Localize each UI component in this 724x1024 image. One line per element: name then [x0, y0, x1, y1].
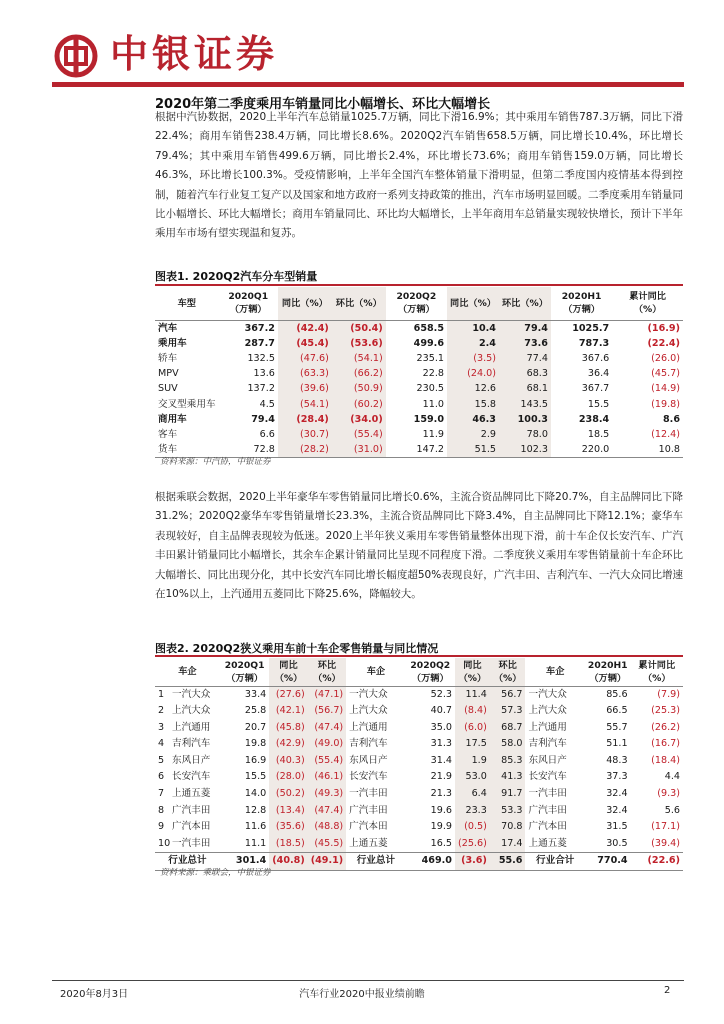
table-2-value-cell: 30.5	[606, 837, 628, 849]
table-1-value-cell: 658.5	[413, 322, 445, 334]
rank-number: 7	[158, 788, 165, 800]
table-2-value-cell: 16.5	[430, 837, 452, 849]
company-q1-cell	[155, 703, 220, 720]
company-q1-cell	[155, 836, 220, 853]
table-1-value-cell: (12.4)	[651, 428, 680, 440]
company-q1-cell	[155, 803, 220, 820]
total-label-cell: 行业总计	[155, 853, 220, 871]
table-2-value-cell: 70.8	[490, 819, 526, 836]
table-2-value-cell: (49.0)	[308, 736, 346, 753]
vehicle-type-cell: MPV	[158, 368, 179, 380]
table-2-value-cell: (28.0)	[269, 769, 307, 786]
company-name-cell: 上汽通用	[528, 721, 567, 733]
table-2-header: 车企	[346, 658, 405, 686]
table-2-value-cell: 11.6	[244, 821, 267, 833]
table-1-value-cell: (66.2)	[332, 366, 386, 381]
table-2-value-cell: 11.4	[455, 686, 490, 703]
table-2-header: 2020Q2 （万辆）	[406, 658, 455, 686]
table-2-value-cell: 17.5	[455, 736, 490, 753]
table-2-value-cell: 85.3	[490, 753, 526, 770]
table-2-value-cell: 37.3	[606, 771, 628, 783]
company-name-cell: 上汽大众	[528, 705, 567, 717]
table-2-header: 同比 （%）	[455, 658, 490, 686]
table-2-value-cell: (47.4)	[308, 803, 346, 820]
table-1-value-cell: 13.6	[253, 368, 275, 380]
rank-number: 10	[158, 837, 171, 849]
table-1-value-cell: 102.3	[499, 442, 551, 458]
table-1-value-cell: 15.5	[587, 398, 610, 410]
table-2-value-cell: (35.6)	[269, 819, 307, 836]
rank-number: 3	[158, 721, 165, 733]
table-1-value-cell: 143.5	[499, 397, 551, 412]
company-name-cell: 上汽通用	[349, 721, 388, 733]
table-2-value-cell: 58.0	[490, 736, 526, 753]
table-2-value-cell: 32.4	[606, 788, 628, 800]
bank-of-china-logo-icon	[54, 34, 98, 78]
table-2-value-cell: 19.6	[430, 804, 452, 816]
total-value-cell: (3.6)	[455, 853, 490, 871]
footer-date: 2020年8月3日	[60, 989, 129, 1000]
paragraph-1: 根据中汽协数据，2020上半年汽车总销量1025.7万辆，同比下滑16.9%；其中乘用车销售787.3万辆，同比下滑22.4%；商用车销售238.4万辆，同比增长8.6%。2020Q2汽车销售658.5万辆，同比增长10.4%，环比增长79.4%；其中乘用车销售499.6万辆，同比增长2.4%，环比增长73.6%；商用车销售159.0万辆，同比增长46.3%，环比增长100.3%。受疫情影响，上半年全国汽车整体销量下滑明显，但第二季度国内疫情基本得到控制，随着汽车行业复工复产以及国家和地方政府一系列支持政策的推出，汽车市场明显回暖。二季度乘用车销量同比小幅增长、环比大幅增长；商用车销量同比、环比均大幅增长，上半年商用车总销量实现较快增长，预计下半年乘用车市场有望实现温和复苏。	[155, 111, 683, 240]
figure-2-rule	[155, 655, 683, 657]
table-1-value-cell: (53.6)	[332, 336, 386, 351]
table-1-value-cell: 79.4	[499, 320, 551, 336]
table-2-value-cell: (55.4)	[308, 753, 346, 770]
company-name: 上通五菱	[172, 788, 211, 800]
table-2-value-cell: (45.5)	[308, 836, 346, 853]
table-1-value-cell: (24.0)	[447, 366, 499, 381]
table-2-value-cell: 25.8	[244, 705, 267, 717]
company-name-cell: 一汽大众	[528, 688, 567, 700]
table-2-value-cell: 11.1	[244, 837, 267, 849]
table-1-value-cell: (42.4)	[278, 320, 332, 336]
table-2-value-cell: (47.1)	[308, 686, 346, 703]
company-q1-cell	[155, 753, 220, 770]
total-value-cell: (49.1)	[308, 853, 346, 871]
vehicle-type-cell: 客车	[158, 428, 178, 440]
table-1-value-cell: 2.4	[447, 336, 499, 351]
table-1-value-cell: (34.0)	[332, 412, 386, 427]
table-2-value-cell: 53.3	[490, 803, 526, 820]
table-2-value-cell: (45.8)	[269, 720, 307, 737]
section-title: 2020年第二季度乘用车销量同比小幅增长、环比大幅增长	[155, 97, 491, 112]
table-2-value-cell: 68.7	[490, 720, 526, 737]
table-2-value-cell: 23.3	[455, 803, 490, 820]
table-2-value-cell: (46.1)	[308, 769, 346, 786]
company-name-cell: 广汽丰田	[528, 804, 567, 816]
table-1-value-cell: 367.2	[244, 322, 275, 334]
table-1-value-cell: 79.4	[251, 413, 275, 425]
table-2-value-cell: 15.5	[244, 771, 267, 783]
company-name-cell: 长安汽车	[349, 771, 388, 783]
company-name: 一汽大众	[172, 688, 211, 700]
company-name: 上汽通用	[172, 721, 211, 733]
table-2-header: 累计同比 （%）	[631, 658, 683, 686]
table-1-value-cell: 15.8	[447, 397, 499, 412]
table-2-value-cell: 85.6	[606, 688, 628, 700]
table-2-value-cell: 91.7	[490, 786, 526, 803]
brand-name: 中银证券	[110, 31, 279, 76]
rank-number: 9	[158, 821, 165, 833]
company-name: 长安汽车	[172, 771, 211, 783]
table-2-header: 环比 （%）	[308, 658, 346, 686]
table-1-value-cell: 137.2	[247, 383, 275, 395]
table-1-value-cell: (54.1)	[332, 351, 386, 366]
table-1-value-cell: 77.4	[499, 351, 551, 366]
table-2-value-cell: (56.7)	[308, 703, 346, 720]
table-2-value-cell: (48.8)	[308, 819, 346, 836]
table-1-value-cell: 10.8	[612, 442, 683, 458]
rank-number: 5	[158, 754, 165, 766]
table-1-value-cell: 73.6	[499, 336, 551, 351]
table-1-value-cell: 11.9	[422, 428, 445, 440]
table-2-value-cell: (50.2)	[269, 786, 307, 803]
table-2-value-cell: (6.0)	[455, 720, 490, 737]
table-2-row	[155, 703, 683, 720]
figure-1-title: 图表1. 2020Q2汽车分车型销量	[155, 270, 318, 283]
company-name-cell: 一汽丰田	[349, 788, 388, 800]
rank-number: 4	[158, 738, 165, 750]
figure-1-table	[155, 287, 683, 458]
table-1-value-cell: 72.8	[219, 442, 278, 458]
table-1-header: 同比（%）	[278, 287, 332, 320]
table-1-value-cell: (3.5)	[447, 351, 499, 366]
table-1-value-cell: 68.3	[499, 366, 551, 381]
figure-1-rule	[155, 284, 683, 286]
vehicle-type-cell: 汽车	[158, 322, 178, 334]
table-1-value-cell: 8.6	[663, 413, 680, 425]
company-name-cell: 吉利汽车	[528, 738, 567, 750]
table-1-value-cell: (31.0)	[332, 442, 386, 458]
table-2-row	[155, 720, 683, 737]
table-1-value-cell: 18.5	[587, 428, 610, 440]
vehicle-type-cell: 乘用车	[158, 337, 187, 349]
table-2-header: 车企	[155, 658, 220, 686]
table-1-value-cell: 1025.7	[572, 322, 610, 334]
total-value-cell: 55.6	[490, 853, 526, 871]
table-1-header: 2020Q1 （万辆）	[219, 287, 278, 320]
table-2-value-cell: 12.8	[244, 804, 267, 816]
company-q1-cell	[155, 720, 220, 737]
table-2-value-cell: 35.0	[430, 721, 452, 733]
table-1-value-cell: 6.6	[259, 428, 275, 440]
table-2-value-cell: 21.9	[430, 771, 452, 783]
table-2-header: 环比 （%）	[490, 658, 526, 686]
company-name-cell: 上通五菱	[528, 837, 567, 849]
figure-1-source: 资料来源：中汽协，中银证券	[160, 457, 271, 467]
table-2-value-cell: 6.4	[455, 786, 490, 803]
table-1-value-cell: (28.4)	[278, 412, 332, 427]
table-2-value-cell: 55.7	[606, 721, 628, 733]
table-2-value-cell: (18.4)	[651, 754, 680, 766]
table-1-header: 车型	[155, 287, 219, 320]
table-2-row	[155, 803, 683, 820]
table-1-row	[155, 381, 683, 396]
table-1-header: 2020H1 （万辆）	[551, 287, 612, 320]
company-q1-cell	[155, 786, 220, 803]
company-name-cell: 上通五菱	[349, 837, 388, 849]
table-1-row	[155, 412, 683, 427]
table-1-value-cell: (63.3)	[278, 366, 332, 381]
table-1-value-cell: 12.6	[447, 381, 499, 396]
table-2-value-cell: 21.3	[430, 788, 452, 800]
table-1-value-cell: 132.5	[247, 352, 275, 364]
table-1-header: 累计同比 （%）	[612, 287, 683, 320]
company-name-cell: 长安汽车	[528, 771, 567, 783]
table-2-value-cell: (47.4)	[308, 720, 346, 737]
table-2-value-cell: 53.0	[455, 769, 490, 786]
table-2-value-cell: 5.6	[664, 804, 680, 816]
table-1-row	[155, 427, 683, 442]
vehicle-type-cell: 货车	[155, 442, 219, 458]
total-value-cell: 469.0	[406, 853, 455, 871]
total-value-cell: 770.4	[585, 853, 631, 871]
table-2-header: 同比 （%）	[269, 658, 307, 686]
table-2-value-cell: 31.5	[606, 821, 628, 833]
table-1-value-cell: 22.8	[422, 368, 445, 380]
company-name-cell: 广汽本田	[528, 821, 567, 833]
vehicle-type-cell: 交叉型乘用车	[158, 398, 216, 410]
company-name-cell: 广汽本田	[349, 821, 388, 833]
table-1-row	[155, 366, 683, 381]
paragraph-2: 根据乘联会数据，2020上半年豪华车零售销量同比增长0.6%，主流合资品牌同比下降20.7%，自主品牌同比下降31.2%；2020Q2豪华车零售销量增长23.3%，主流合资品牌同比下降3.4%，自主品牌同比下降12.1%；豪华车表现较好，自主品牌表现较为低迷。2020上半年狭义乘用车零售销量整体出现下滑，前十车企仅长安汽车、广汽丰田累计销量同比小幅增长，其余车企累计销量同比呈现不同程度下滑。二季度狭义乘用车零售销量前十车企环比大幅增长、同比出现分化，其中长安汽车同比增长幅度超50%表现良好，广汽丰田、吉利汽车、一汽大众同比增速在10%以上，上汽通用五菱同比下降25.6%，降幅较大。	[155, 491, 683, 601]
table-2-value-cell: (9.3)	[657, 788, 680, 800]
total-value-cell: 行业总计	[346, 853, 405, 871]
company-name: 广汽本田	[172, 821, 211, 833]
table-2-value-cell: 17.4	[490, 836, 526, 853]
table-2-value-cell: (42.1)	[269, 703, 307, 720]
table-1-header: 2020Q2 （万辆）	[386, 287, 447, 320]
table-1-value-cell: (50.4)	[332, 320, 386, 336]
rank-number: 1	[158, 688, 165, 700]
page-number: 2	[664, 985, 671, 996]
table-2-value-cell: (40.3)	[269, 753, 307, 770]
total-value-cell: (22.6)	[631, 853, 683, 871]
vehicle-type-cell: 轿车	[158, 352, 178, 364]
table-2-row	[155, 819, 683, 836]
table-2-value-cell: 57.3	[490, 703, 526, 720]
table-2-value-cell: 1.9	[455, 753, 490, 770]
header-rule	[52, 82, 684, 87]
table-1-value-cell: (39.6)	[278, 381, 332, 396]
table-1-value-cell: 11.0	[422, 398, 445, 410]
table-2-value-cell: 52.3	[430, 688, 452, 700]
footer-title: 汽车行业2020中报业绩前瞻	[299, 989, 425, 1000]
table-1-value-cell: (45.7)	[651, 368, 680, 380]
rank-number: 8	[158, 804, 165, 816]
figure-2-source: 资料来源：乘联会，中银证券	[160, 868, 271, 878]
report-header	[52, 28, 682, 84]
company-name: 东风日产	[172, 754, 211, 766]
table-2-value-cell: 41.3	[490, 769, 526, 786]
table-1-value-cell: (54.1)	[278, 397, 332, 412]
table-2-row	[155, 786, 683, 803]
table-1-row	[155, 320, 683, 336]
table-1-header: 环比（%）	[332, 287, 386, 320]
table-1-value-cell: 2.9	[447, 427, 499, 442]
vehicle-type-cell: SUV	[158, 383, 178, 395]
table-1-value-cell: (50.9)	[332, 381, 386, 396]
table-2-value-cell: (16.7)	[651, 738, 680, 750]
table-2-value-cell: 40.7	[430, 705, 452, 717]
table-2-value-cell: 33.4	[244, 688, 267, 700]
table-2-row	[155, 753, 683, 770]
table-1-value-cell: 220.0	[551, 442, 612, 458]
company-name: 吉利汽车	[172, 738, 211, 750]
company-name-cell: 广汽丰田	[349, 804, 388, 816]
table-1-value-cell: (16.9)	[647, 322, 680, 334]
table-2-value-cell: (7.9)	[657, 688, 680, 700]
table-1-value-cell: 159.0	[413, 413, 445, 425]
table-2-row	[155, 686, 683, 703]
table-2-value-cell: (13.4)	[269, 803, 307, 820]
table-2-value-cell: 56.7	[490, 686, 526, 703]
company-name-cell: 吉利汽车	[349, 738, 388, 750]
figure-2-table	[155, 658, 683, 871]
table-1-value-cell: 147.2	[386, 442, 447, 458]
company-q1-cell	[155, 819, 220, 836]
table-2-value-cell: 32.4	[606, 804, 628, 816]
table-2-value-cell: 14.0	[244, 788, 267, 800]
rank-number: 6	[158, 771, 165, 783]
table-1-value-cell: 36.4	[587, 368, 610, 380]
table-2-value-cell: 16.9	[244, 754, 267, 766]
table-1-value-cell: (19.8)	[651, 398, 680, 410]
table-2-row	[155, 736, 683, 753]
table-1-value-cell: (14.9)	[651, 383, 680, 395]
table-2-value-cell: (26.2)	[651, 721, 680, 733]
table-1-value-cell: 78.0	[499, 427, 551, 442]
table-2-value-cell: (0.5)	[455, 819, 490, 836]
company-name-cell: 上汽大众	[349, 705, 388, 717]
table-2-header: 车企	[525, 658, 584, 686]
table-2-value-cell: (42.9)	[269, 736, 307, 753]
table-1-row	[155, 336, 683, 351]
table-1-value-cell: (28.2)	[278, 442, 332, 458]
table-2-value-cell: (39.4)	[651, 837, 680, 849]
rank-number: 2	[158, 705, 165, 717]
company-name-cell: 东风日产	[349, 754, 388, 766]
table-1-value-cell: (55.4)	[332, 427, 386, 442]
company-name-cell: 东风日产	[528, 754, 567, 766]
table-1-value-cell: 4.5	[259, 398, 275, 410]
table-2-value-cell: 48.3	[606, 754, 628, 766]
table-2-value-cell: 31.4	[430, 754, 452, 766]
table-1-value-cell: (22.4)	[647, 337, 680, 349]
company-name: 广汽丰田	[172, 804, 211, 816]
table-1-row	[155, 397, 683, 412]
table-2-header: 2020Q1 （万辆）	[220, 658, 269, 686]
table-2-row	[155, 836, 683, 853]
table-2-value-cell: (49.3)	[308, 786, 346, 803]
table-2-value-cell: 66.5	[606, 705, 628, 717]
table-2-value-cell: 31.3	[430, 738, 452, 750]
table-2-row	[155, 769, 683, 786]
table-1-header: 同比（%）	[447, 287, 499, 320]
table-2-value-cell: (27.6)	[269, 686, 307, 703]
table-1-value-cell: 46.3	[447, 412, 499, 427]
table-2-value-cell: (8.4)	[455, 703, 490, 720]
table-2-value-cell: 51.1	[606, 738, 628, 750]
vehicle-type-cell: 商用车	[158, 413, 187, 425]
total-value-cell: 行业合计	[525, 853, 584, 871]
table-1-value-cell: 68.1	[499, 381, 551, 396]
table-2-value-cell: 20.7	[244, 721, 267, 733]
table-2-value-cell: (25.6)	[455, 836, 490, 853]
table-2-value-cell: (25.3)	[651, 705, 680, 717]
table-1-value-cell: 499.6	[413, 337, 445, 349]
table-1-value-cell: 10.4	[447, 320, 499, 336]
company-q1-cell	[155, 686, 220, 703]
table-1-header: 环比（%）	[499, 287, 551, 320]
table-1-value-cell: (60.2)	[332, 397, 386, 412]
company-q1-cell	[155, 736, 220, 753]
table-1-value-cell: (30.7)	[278, 427, 332, 442]
total-value-cell: (40.8)	[269, 853, 307, 871]
company-name-cell: 一汽丰田	[528, 788, 567, 800]
company-q1-cell	[155, 769, 220, 786]
table-2-value-cell: 4.4	[664, 771, 680, 783]
table-2-value-cell: (17.1)	[651, 821, 680, 833]
table-1-row	[155, 351, 683, 366]
company-name: 一汽丰田	[172, 837, 211, 849]
table-1-value-cell: (45.4)	[278, 336, 332, 351]
table-1-value-cell: 787.3	[578, 337, 610, 349]
table-2-header: 2020H1 （万辆）	[585, 658, 631, 686]
table-1-value-cell: 367.6	[581, 352, 610, 364]
table-1-value-cell: (47.6)	[278, 351, 332, 366]
table-1-value-cell: (26.0)	[651, 352, 680, 364]
table-2-value-cell: 19.9	[430, 821, 452, 833]
table-1-value-cell: 367.7	[581, 383, 610, 395]
company-name-cell: 一汽大众	[349, 688, 388, 700]
table-1-value-cell: 235.1	[416, 352, 445, 364]
total-value-cell: 301.4	[220, 853, 269, 871]
figure-2-title: 图表2. 2020Q2狭义乘用车前十车企零售销量与同比情况	[155, 642, 439, 655]
table-1-value-cell: 230.5	[416, 383, 445, 395]
table-1-value-cell: 238.4	[578, 413, 610, 425]
table-1-value-cell: 287.7	[244, 337, 275, 349]
table-2-value-cell: (18.5)	[269, 836, 307, 853]
table-2-value-cell: 19.8	[244, 738, 267, 750]
table-1-value-cell: 51.5	[447, 442, 499, 458]
footer-rule	[52, 980, 684, 981]
company-name: 上汽大众	[172, 705, 211, 717]
table-1-value-cell: 100.3	[499, 412, 551, 427]
